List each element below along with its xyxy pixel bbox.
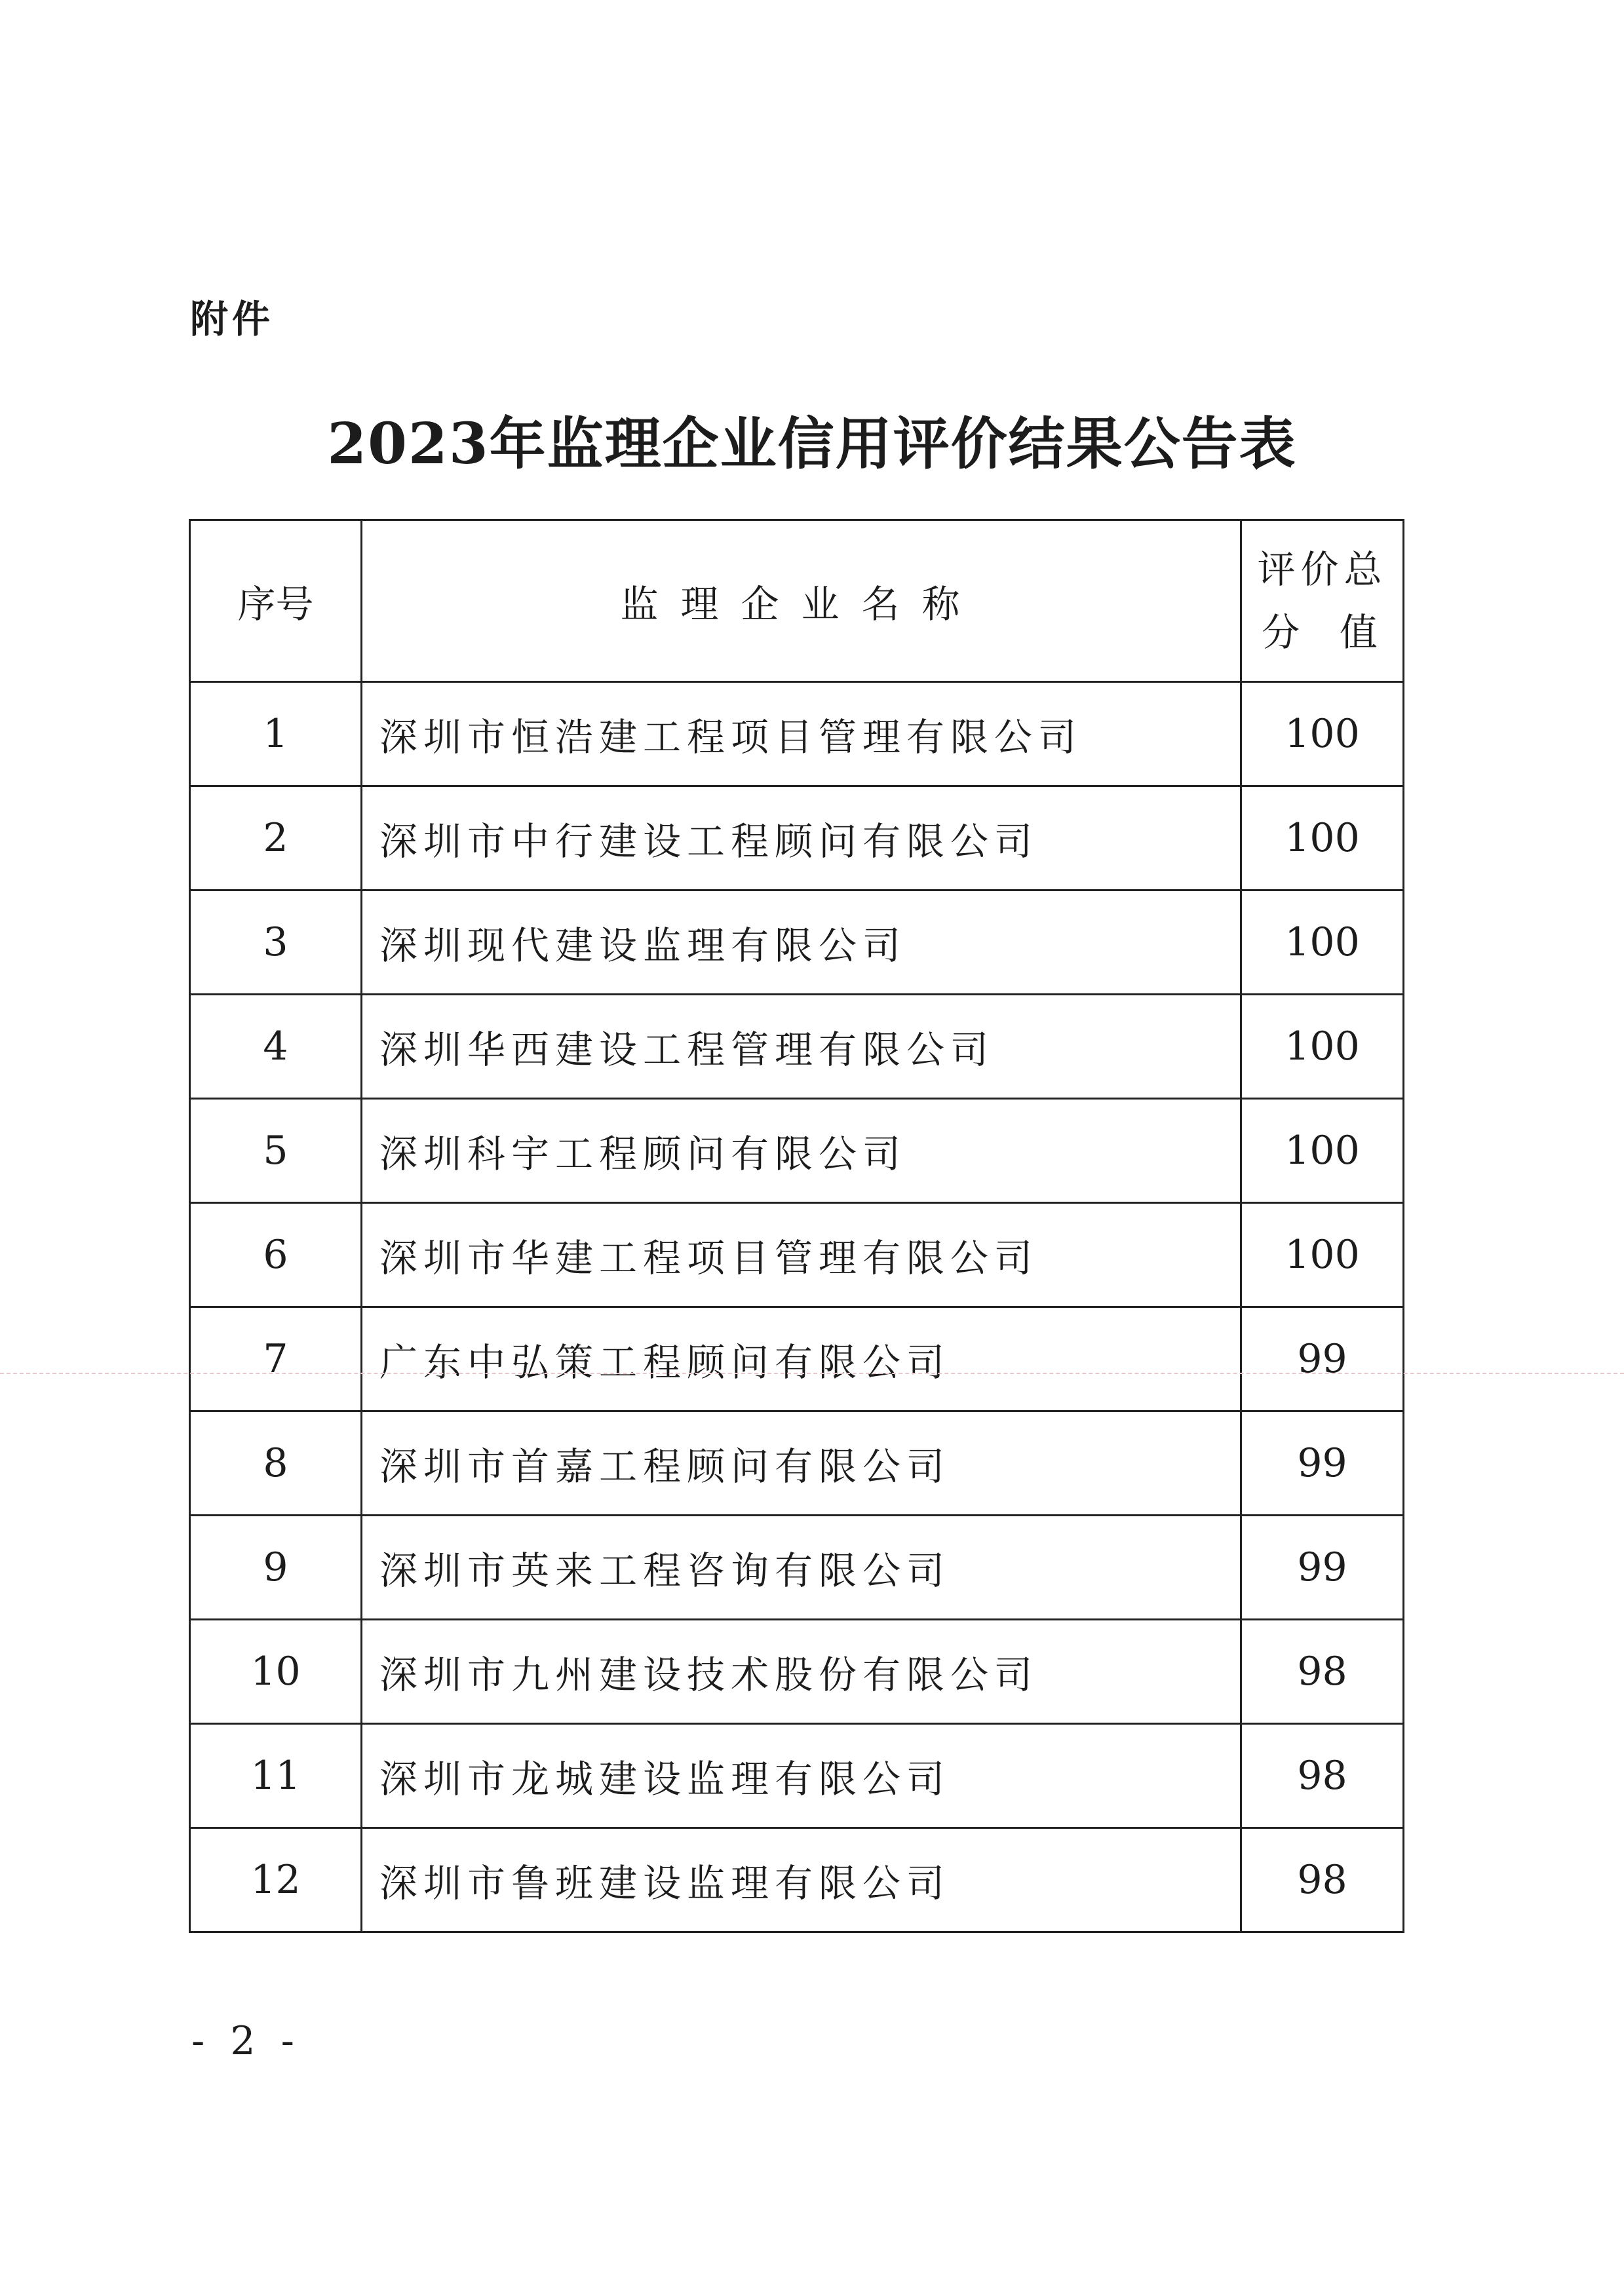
table-row — [190, 1516, 1404, 1620]
table-row — [190, 1724, 1404, 1828]
header-total-score — [1241, 520, 1404, 682]
row-score: 100 — [1241, 1203, 1404, 1307]
table-row — [190, 1203, 1404, 1307]
row-company-name: 深圳市首嘉工程顾问有限公司 — [362, 1411, 1241, 1516]
table-row — [190, 1620, 1404, 1724]
table-row — [190, 1099, 1404, 1203]
header-total-score-line2: 分 值 — [1262, 610, 1383, 655]
row-score: 98 — [1241, 1724, 1404, 1828]
header-company-name: 监理企业名称 — [362, 520, 1241, 682]
table-header-row — [190, 520, 1404, 682]
row-company-name: 深圳市中行建设工程顾问有限公司 — [362, 786, 1241, 890]
table-row — [190, 890, 1404, 995]
row-seq: 12 — [190, 1828, 362, 1932]
row-company-name: 深圳市九州建设技术股份有限公司 — [362, 1620, 1241, 1724]
row-seq: 3 — [190, 890, 362, 995]
table-row — [190, 995, 1404, 1099]
row-score: 99 — [1241, 1411, 1404, 1516]
row-score: 99 — [1241, 1516, 1404, 1620]
row-score: 100 — [1241, 890, 1404, 995]
table-row — [190, 786, 1404, 890]
row-score: 100 — [1241, 786, 1404, 890]
row-score: 100 — [1241, 995, 1404, 1099]
row-seq: 4 — [190, 995, 362, 1099]
table-row — [190, 682, 1404, 786]
row-company-name: 深圳市龙城建设监理有限公司 — [362, 1724, 1241, 1828]
table-row — [190, 1307, 1404, 1411]
row-company-name: 深圳科宇工程顾问有限公司 — [362, 1099, 1241, 1203]
row-company-name: 深圳现代建设监理有限公司 — [362, 890, 1241, 995]
row-seq: 8 — [190, 1411, 362, 1516]
row-seq: 10 — [190, 1620, 362, 1724]
row-company-name: 广东中弘策工程顾问有限公司 — [362, 1307, 1241, 1411]
row-seq: 1 — [190, 682, 362, 786]
attachment-label: 附件 — [190, 297, 275, 341]
row-score: 98 — [1241, 1620, 1404, 1724]
table-row — [190, 1411, 1404, 1516]
row-score: 98 — [1241, 1828, 1404, 1932]
row-seq: 5 — [190, 1099, 362, 1203]
document-title: 2023年监理企业信用评价结果公告表 — [327, 411, 1297, 477]
row-company-name: 深圳市鲁班建设监理有限公司 — [362, 1828, 1241, 1932]
row-score: 100 — [1241, 1099, 1404, 1203]
page-number: - 2 - — [191, 2018, 301, 2064]
row-seq: 9 — [190, 1516, 362, 1620]
row-score: 99 — [1241, 1307, 1404, 1411]
table-row — [190, 1828, 1404, 1932]
row-score: 100 — [1241, 682, 1404, 786]
row-seq: 2 — [190, 786, 362, 890]
row-seq: 6 — [190, 1203, 362, 1307]
row-company-name: 深圳市恒浩建工程项目管理有限公司 — [362, 682, 1241, 786]
header-seq: 序号 — [190, 520, 362, 682]
scan-fold-line — [0, 1373, 1624, 1374]
row-company-name: 深圳市华建工程项目管理有限公司 — [362, 1203, 1241, 1307]
results-table — [189, 519, 1404, 1933]
row-seq: 7 — [190, 1307, 362, 1411]
row-company-name: 深圳市英来工程咨询有限公司 — [362, 1516, 1241, 1620]
row-company-name: 深圳华西建设工程管理有限公司 — [362, 995, 1241, 1099]
row-seq: 11 — [190, 1724, 362, 1828]
header-total-score-line1: 评价总 — [1257, 547, 1387, 592]
